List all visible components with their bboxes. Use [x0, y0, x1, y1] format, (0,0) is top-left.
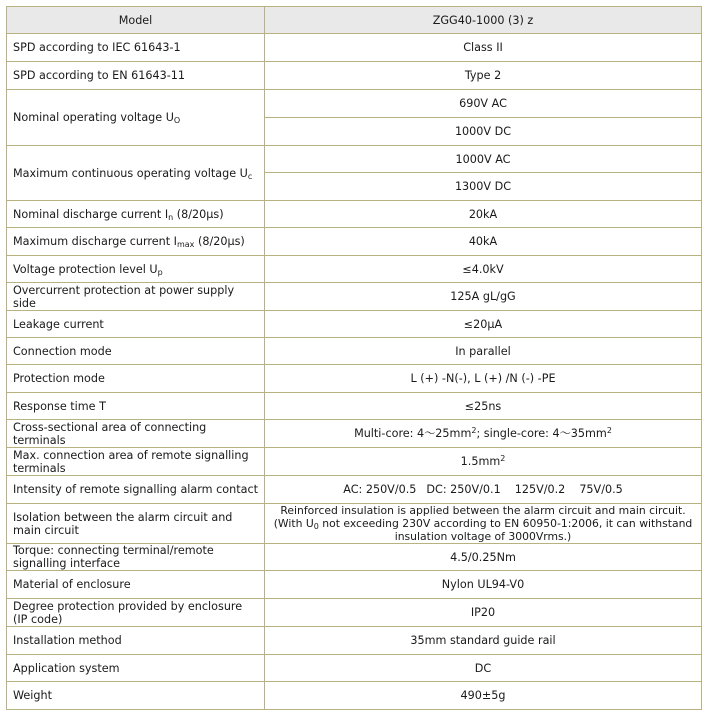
- protection-level-label: Voltage protection level $U_p$: [7, 256, 265, 283]
- cross-section-label: Cross-sectional area of connecting terminals: [7, 420, 265, 448]
- nominal-voltage-dc: 1000V DC: [265, 118, 702, 146]
- enclosure-material-value: Nylon UL94-V0: [265, 571, 702, 599]
- table-row: [7, 682, 702, 710]
- installation-label: Installation method: [7, 627, 265, 655]
- table-row: [7, 627, 702, 655]
- header-label: Model: [7, 7, 265, 34]
- max-discharge-value: 40kA: [265, 228, 702, 256]
- table-row: [7, 228, 702, 256]
- max-discharge-label: Maximum discharge current $I_{max}$ (8/20μs): [7, 228, 265, 256]
- table-row: [7, 338, 702, 365]
- max-voltage-dc: 1300V DC: [265, 173, 702, 201]
- table-row: [7, 476, 702, 504]
- remote-area-label: Max. connection area of remote signalling terminals: [7, 448, 265, 476]
- table-row: [7, 599, 702, 627]
- alarm-intensity-label: Intensity of remote signalling alarm contact: [7, 476, 265, 504]
- cross-section-value: Multi-core: $4\sim 25mm^2$; single-core: $4\sim 35mm^2$: [265, 420, 702, 448]
- alarm-intensity-value: AC: 250V/0.5 DC: 250V/0.1 125V/0.2 75V/0.5: [265, 476, 702, 504]
- table-row: [7, 448, 702, 476]
- table-row: [7, 146, 702, 173]
- connection-mode-label: Connection mode: [7, 338, 265, 365]
- response-time-value: ≤25ns: [265, 393, 702, 420]
- isolation-value: Reinforced insulation is applied between the alarm circuit and main circuit. (With $U_0$ not exceeding 230V according to EN 60950-1:2006, it can withstand insulation voltage of 3000Vrms.): [265, 504, 702, 544]
- spd-en-value: Type 2: [265, 62, 702, 90]
- weight-value: 490±5g: [265, 682, 702, 710]
- remote-area-value: $1.5mm^2$: [265, 448, 702, 476]
- header-value: ZGG40-1000 (3) z: [265, 7, 702, 34]
- table-row: [7, 571, 702, 599]
- leakage-value: ≤20μA: [265, 311, 702, 338]
- table-row: [7, 311, 702, 338]
- protection-mode-value: L (+) -N(-), L (+) /N (-) -PE: [265, 365, 702, 393]
- table-row: [7, 365, 702, 393]
- nominal-voltage-ac: 690V AC: [265, 90, 702, 118]
- spd-iec-value: Class II: [265, 34, 702, 62]
- max-voltage-label: Maximum continuous operating voltage $U_c$: [7, 146, 265, 201]
- weight-label: Weight: [7, 682, 265, 710]
- table-row: [7, 420, 702, 448]
- overcurrent-label: Overcurrent protection at power supply side: [7, 283, 265, 311]
- protection-mode-label: Protection mode: [7, 365, 265, 393]
- protection-level-value: ≤4.0kV: [265, 256, 702, 283]
- table-row: [7, 90, 702, 118]
- nominal-discharge-label: Nominal discharge current $I_n$ (8/20μs): [7, 201, 265, 228]
- connection-mode-value: In parallel: [265, 338, 702, 365]
- table-header-row: [7, 7, 702, 34]
- spec-table: [6, 6, 702, 710]
- table-row: [7, 34, 702, 62]
- table-row: [7, 544, 702, 571]
- table-row: [7, 283, 702, 311]
- table-row: [7, 62, 702, 90]
- nominal-voltage-label: Nominal operating voltage $U_O$: [7, 90, 265, 146]
- spd-en-label: SPD according to EN 61643-11: [7, 62, 265, 90]
- table-row: [7, 504, 702, 544]
- response-time-label: Response time T: [7, 393, 265, 420]
- application-label: Application system: [7, 655, 265, 682]
- overcurrent-value: 125A gL/gG: [265, 283, 702, 311]
- isolation-label: Isolation between the alarm circuit and main circuit: [7, 504, 265, 544]
- ip-degree-label: Degree protection provided by enclosure (IP code): [7, 599, 265, 627]
- table-row: [7, 655, 702, 682]
- table-row: [7, 256, 702, 283]
- ip-degree-value: IP20: [265, 599, 702, 627]
- application-value: DC: [265, 655, 702, 682]
- enclosure-material-label: Material of enclosure: [7, 571, 265, 599]
- nominal-discharge-value: 20kA: [265, 201, 702, 228]
- table-row: [7, 201, 702, 228]
- installation-value: 35mm standard guide rail: [265, 627, 702, 655]
- torque-value: 4.5/0.25Nm: [265, 544, 702, 571]
- table-row: [7, 393, 702, 420]
- leakage-label: Leakage current: [7, 311, 265, 338]
- spd-iec-label: SPD according to IEC 61643-1: [7, 34, 265, 62]
- max-voltage-ac: 1000V AC: [265, 146, 702, 173]
- torque-label: Torque: connecting terminal/remote signalling interface: [7, 544, 265, 571]
